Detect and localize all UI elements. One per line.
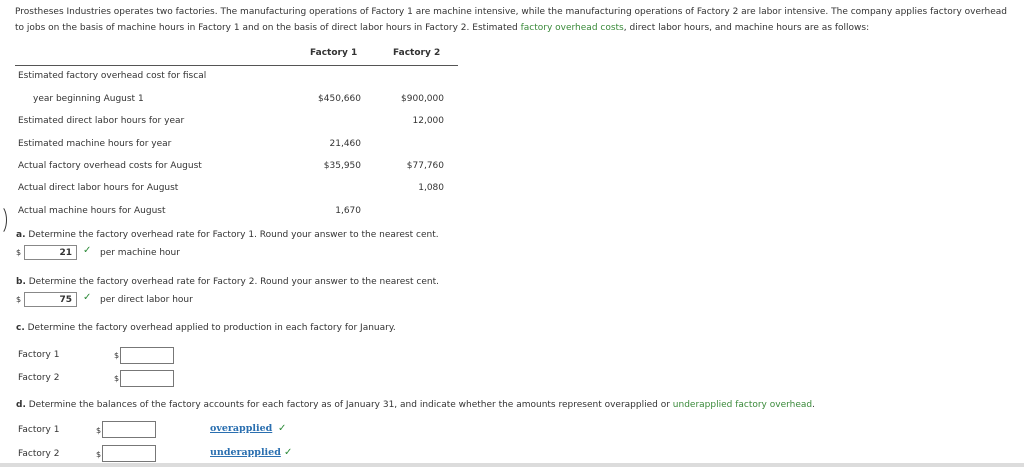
table-row-label: Estimated factory overhead cost for fiscal: [18, 71, 207, 81]
col-header-factory-2: Factory 2: [393, 48, 441, 58]
answer-a-unit: per machine hour: [100, 248, 180, 258]
question-b-text: [16, 277, 439, 287]
table-cell-f1: 21,460: [329, 139, 361, 149]
table-row-label: Estimated machine hours for year: [18, 139, 172, 149]
question-c-body: Determine the factory overhead applied to production in each factory for January.: [24, 323, 396, 333]
bottom-scroll-edge: [0, 463, 1024, 467]
answer-c-factory-2-input[interactable]: [120, 370, 174, 387]
table-cell-f2: 12,000: [412, 116, 444, 126]
table-cell-f2: $77,760: [406, 161, 444, 171]
currency-sign: $: [96, 450, 102, 459]
question-d-body-1: Determine the balances of the factory accounts for each factory as of January 31, and indicate whether the amounts represent overapplied or: [25, 400, 673, 410]
problem-intro: [15, 4, 1010, 36]
correct-check-icon: ✓: [83, 245, 92, 256]
table-cell-f2: $900,000: [401, 94, 444, 104]
currency-sign: $: [96, 426, 102, 435]
correct-check-icon: ✓: [278, 423, 287, 434]
glossary-link-underapplied[interactable]: underapplied factory overhead: [672, 400, 813, 410]
table-cell-f1: $35,950: [323, 161, 361, 171]
table-row-label: Estimated direct labor hours for year: [18, 116, 185, 126]
question-a-text: [16, 230, 439, 240]
question-c-prefix: c.: [16, 323, 25, 333]
glossary-link-factory-overhead-costs[interactable]: factory overhead costs: [520, 23, 624, 33]
table-row-label: Actual direct labor hours for August: [18, 183, 179, 193]
question-b-body: Determine the factory overhead rate for Factory 2. Round your answer to the nearest cent.: [25, 277, 439, 287]
currency-sign: $: [114, 374, 120, 383]
table-cell-f1: 1,670: [335, 206, 361, 216]
table-cell-f1: $450,660: [318, 94, 361, 104]
currency-sign: $: [114, 351, 120, 360]
answer-d-factory-1-input[interactable]: [102, 421, 156, 438]
intro-text-2: , direct labor hours, and machine hours are as follows:: [623, 23, 870, 33]
correct-check-icon: ✓: [284, 447, 293, 458]
answer-b-unit: per direct labor hour: [100, 295, 193, 305]
currency-sign: $: [16, 248, 22, 257]
answer-d-factory-1-select[interactable]: overapplied: [210, 423, 273, 434]
question-d-text: [16, 400, 815, 410]
col-header-factory-1: Factory 1: [310, 48, 358, 58]
factory-1-label: Factory 1: [18, 425, 60, 435]
factory-2-label: Factory 2: [18, 373, 60, 383]
correct-check-icon: ✓: [83, 292, 92, 303]
answer-d-factory-2-input[interactable]: [102, 445, 156, 462]
table-cell-f2: 1,080: [418, 183, 444, 193]
question-b-prefix: b.: [16, 277, 26, 287]
question-d-body-2: .: [812, 400, 816, 410]
table-header-rule: [15, 65, 458, 66]
table-row-label: Actual factory overhead costs for August: [18, 161, 202, 171]
question-a-prefix: a.: [16, 230, 26, 240]
table-row-label: year beginning August 1: [33, 94, 144, 104]
factory-1-label: Factory 1: [18, 350, 60, 360]
question-marker-bracket: [0, 205, 7, 235]
answer-d-factory-2-select[interactable]: underapplied: [210, 447, 281, 458]
answer-b-input[interactable]: 75: [24, 292, 77, 307]
factory-2-label: Factory 2: [18, 449, 60, 459]
answer-a-input[interactable]: 21: [24, 245, 77, 260]
intro-text-1: Prostheses Industries operates two factories. The manufacturing operations of Factory 1 are machine intensive, while the manufacturing operations of Factory 2 are labor intensive. The company applies factory overhead to jobs on the basis of machine hours in Factory 1 and on the basis of direct labor hours in Factory 2. Estimated: [15, 7, 1008, 33]
question-d-prefix: d.: [16, 400, 26, 410]
question-c-text: [16, 323, 396, 333]
currency-sign: $: [16, 295, 22, 304]
answer-c-factory-1-input[interactable]: [120, 347, 174, 364]
question-a-body: Determine the factory overhead rate for Factory 1. Round your answer to the nearest cent.: [25, 230, 439, 240]
table-row-label: Actual machine hours for August: [18, 206, 166, 216]
